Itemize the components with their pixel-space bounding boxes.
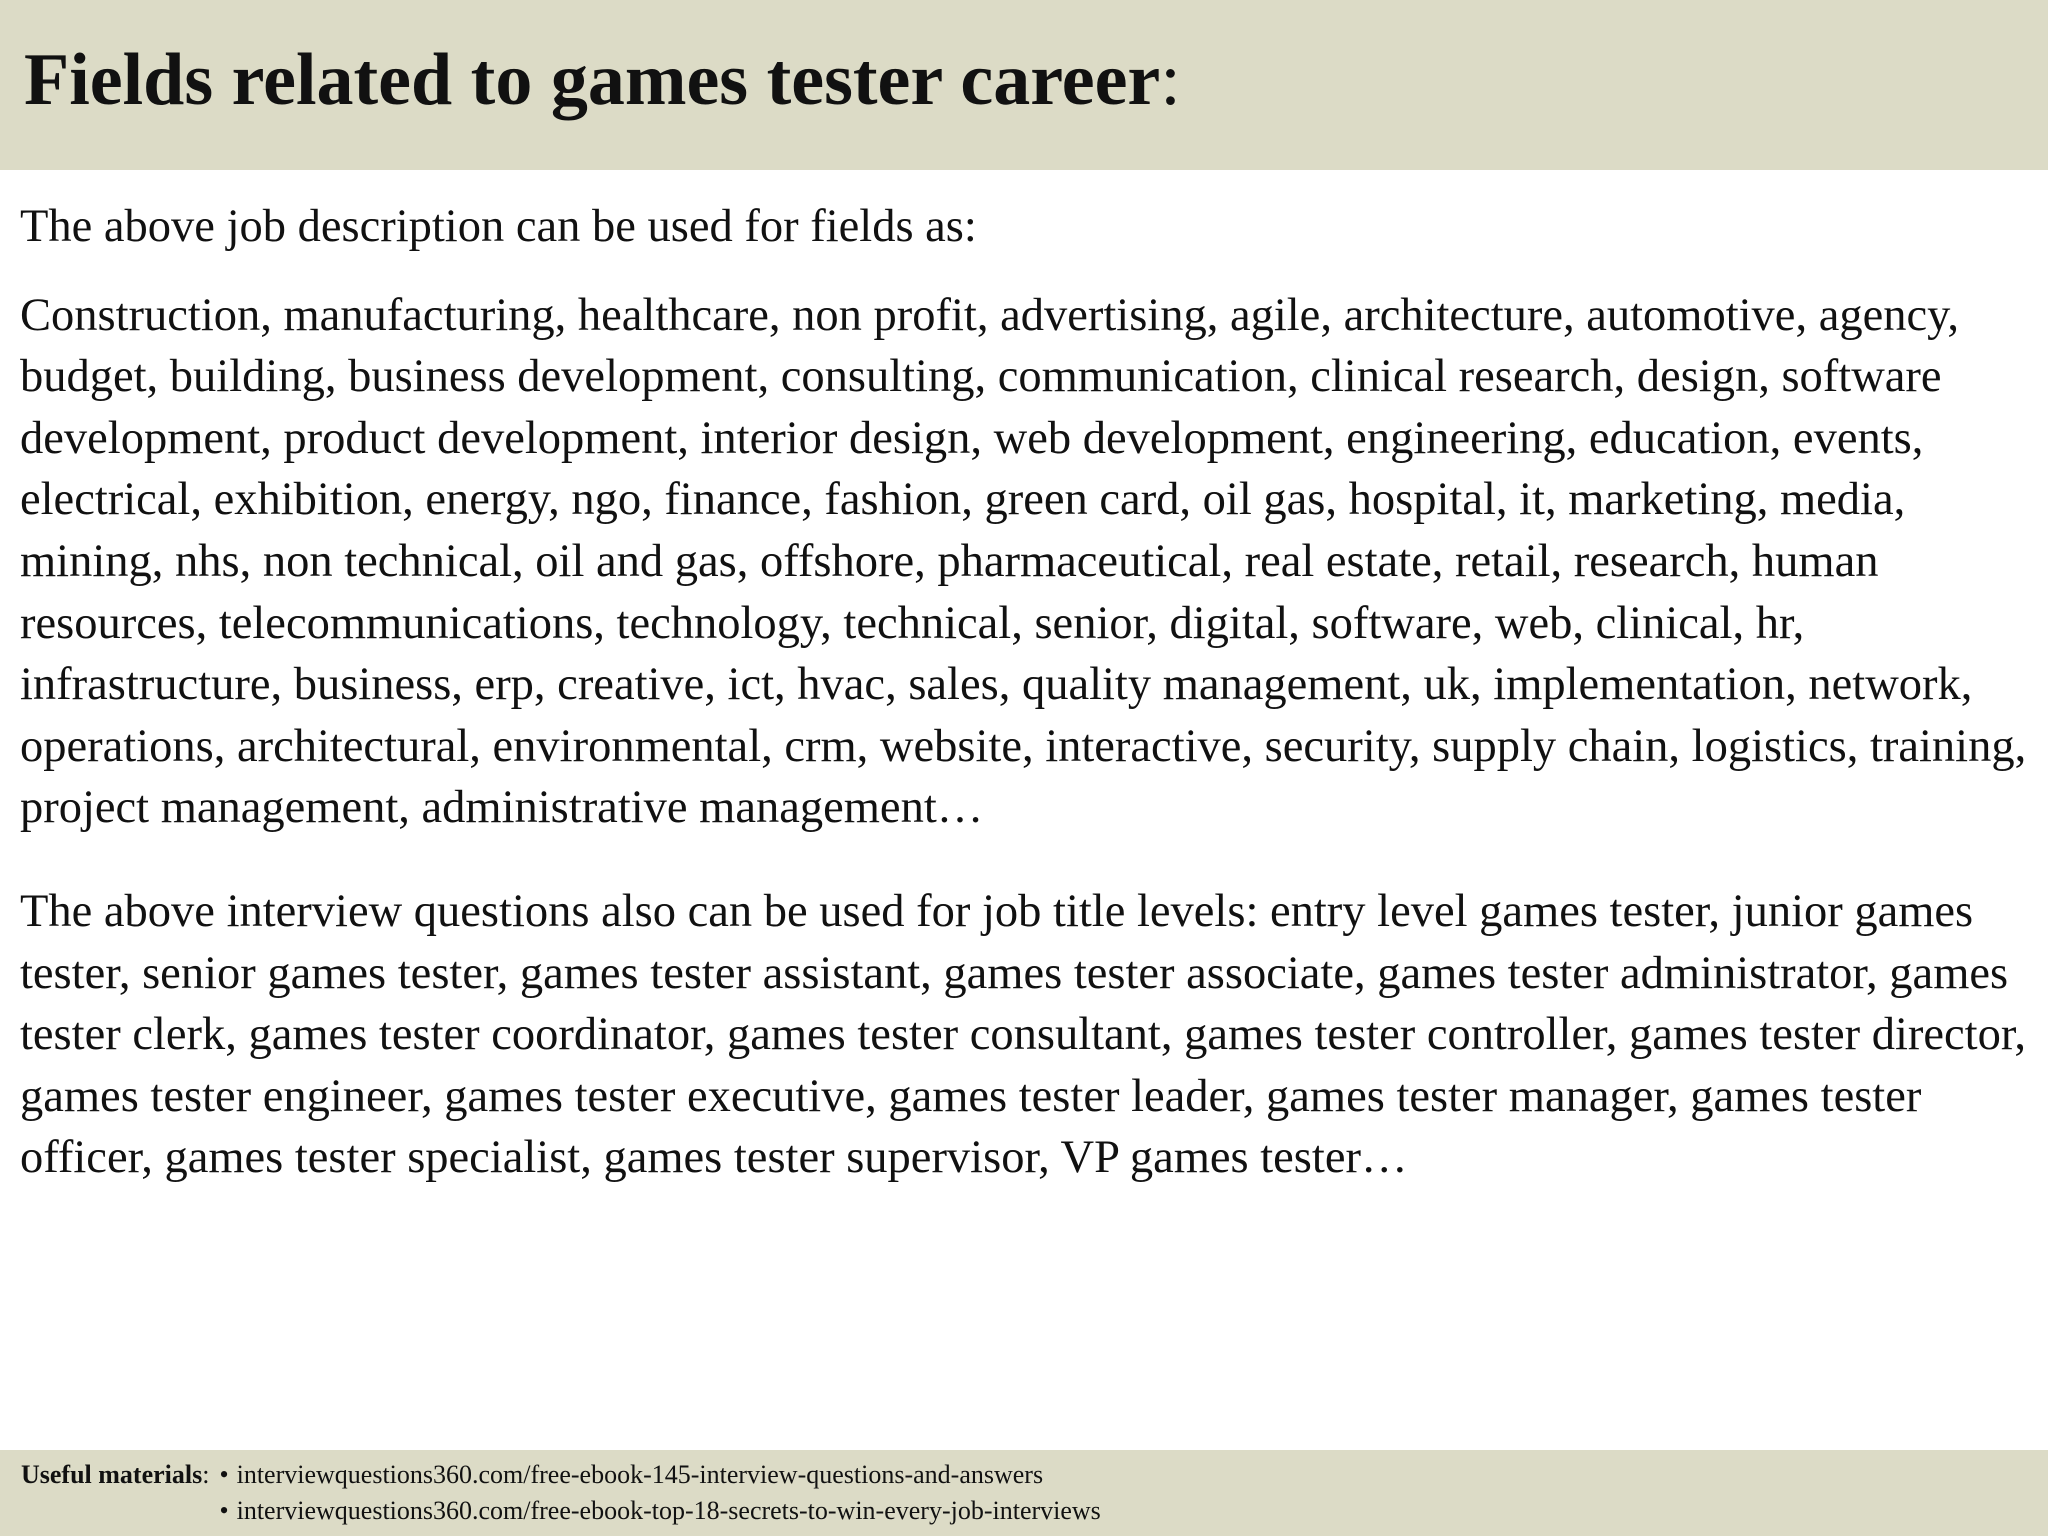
intro-paragraph: The above job description can be used for fields as: (20, 201, 977, 252)
bullet-icon: • (219, 1496, 229, 1525)
title-bar (0, 0, 2048, 170)
bullet-icon: • (219, 1460, 229, 1489)
slide-title-text: Fields related to games tester career (24, 39, 1161, 121)
ebook-145-questions-link-text: interviewquestions360.com/free-ebook-145-interview-questions-and-answers (236, 1460, 1044, 1489)
slide-content (20, 196, 2028, 1189)
slide-title-colon: : (1160, 39, 1181, 121)
footer-content (21, 1457, 1101, 1529)
ebook-18-secrets-link-text: interviewquestions360.com/free-ebook-top-18-secrets-to-win-every-job-interviews (236, 1496, 1101, 1525)
job-levels-paragraph: The above interview questions also can be used for job title levels: entry level games tester, junior games tester, senior games tester, games tester assistant, games tester associate, games tester administrator, games tester clerk, games tester coordinator, games tester consultant, games tester controller, games tester director, games tester engineer, games tester executive, games tester leader, games tester manager, games tester officer, games tester specialist, games tester supervisor, VP games tester… (20, 885, 2027, 1184)
ebook-18-secrets-link[interactable] (219, 1493, 1100, 1529)
useful-materials-label: Useful materials (21, 1460, 203, 1489)
fields-paragraph: Construction, manufacturing, healthcare, non profit, advertising, agile, architecture, automotive, agency, budget, building, business development, consulting, communication, clinical research, design, software development, product development, interior design, web development, engineering, education, events, electrical, exhibition, energy, ngo, finance, fashion, green card, oil gas, hospital, it, marketing, media, mining, nhs, non technical, oil and gas, offshore, pharmaceutical, real estate, retail, research, human resources, telecommunications, technology, technical, senior, digital, software, web, clinical, hr, infrastructure, business, erp, creative, ict, hvac, sales, quality management, uk, implementation, network, operations, architectural, environmental, crm, website, interactive, security, supply chain, logistics, training, project management, administrative management… (20, 289, 2027, 834)
useful-materials-colon: : (202, 1460, 210, 1489)
useful-materials-links (219, 1457, 1100, 1529)
ebook-145-questions-link[interactable] (219, 1457, 1100, 1493)
slide-title (24, 40, 1181, 121)
useful-materials-footer (0, 1450, 2048, 1536)
